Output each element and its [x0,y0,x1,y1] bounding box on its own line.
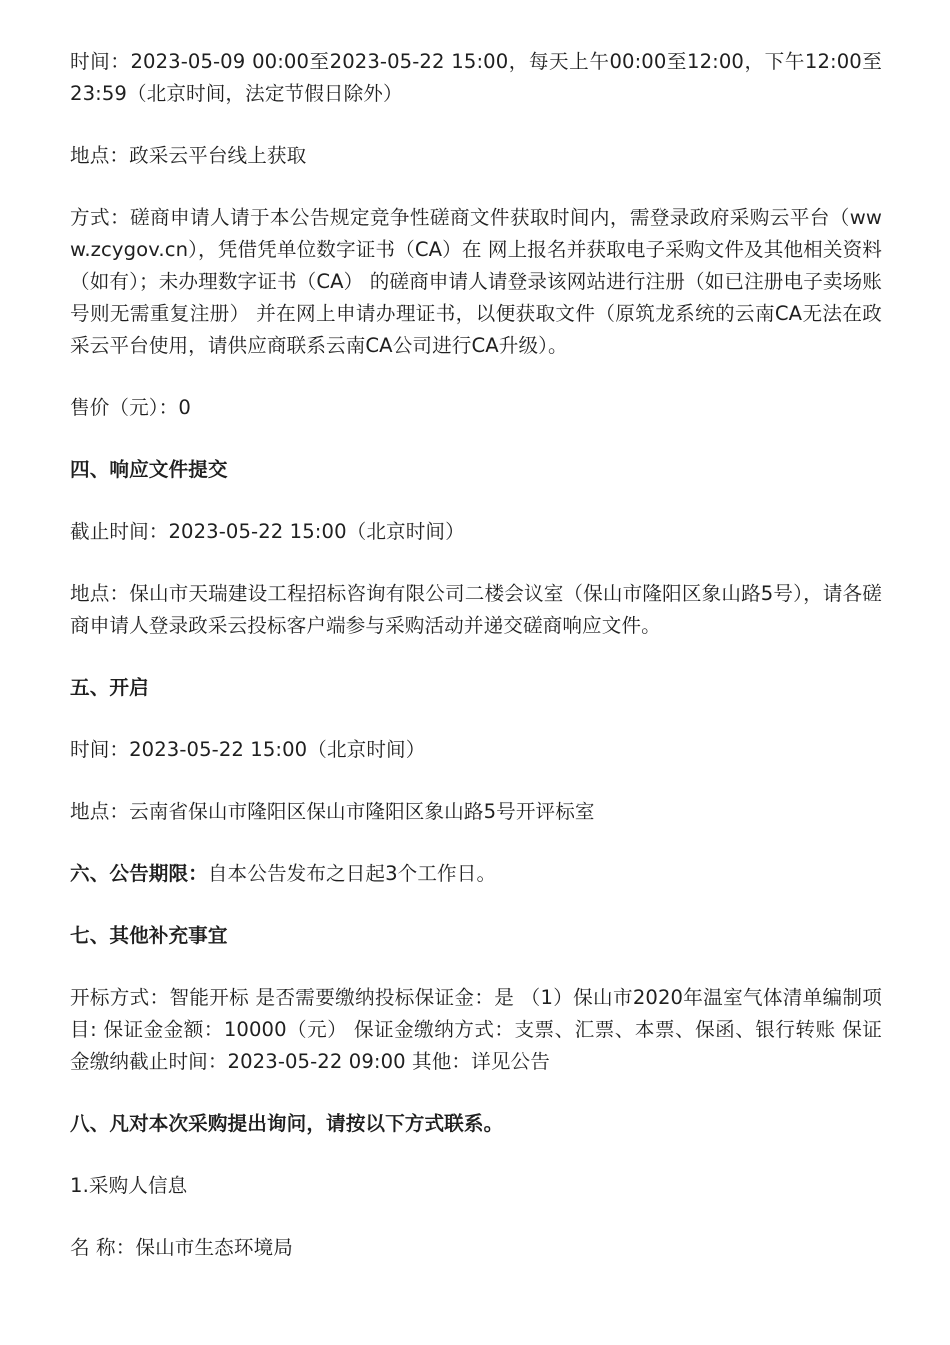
opening-location: 地点：云南省保山市隆阳区保山市隆阳区象山路5号开评标室 [70,800,595,823]
section-heading-announcement-period: 六、公告期限： [70,862,208,885]
section-heading-supplementary: 七、其他补充事宜 [70,924,228,947]
submission-deadline: 截止时间：2023-05-22 15:00（北京时间） [70,520,465,543]
acquisition-method: 方式：磋商申请人请于本公告规定竞争性磋商文件获取时间内，需登录政府采购云平台（www.zcygov.cn），凭借凭单位数字证书（CA）在 网上报名并获取电子采购文件及其他相关资料（如有）；未办理数字证书（CA） 的磋商申请人请登录该网站进行注册（如已注册电子卖场账号则无需重复注册） 并在网上申请办理证书，以便获取文件（原筑龙系统的云南CA无法在政采云平台使用，请供应商联系云南CA公司进行CA升级）。 [70,206,882,357]
section-heading-contact: 八、凡对本次采购提出询问，请按以下方式联系。 [70,1112,504,1135]
document-body [70,46,882,1294]
announcement-period-text: 自本公告发布之日起3个工作日。 [207,862,497,885]
section-heading-opening: 五、开启 [70,676,149,699]
supplementary-details: 开标方式：智能开标 是否需要缴纳投标保证金：是 （1）保山市2020年温室气体清单编制项目: 保证金金额：10000（元） 保证金缴纳方式：支票、汇票、本票、保函、银行转账 保证金缴纳截止时间：2023-05-22 09:00 其他：详见公告 [70,986,882,1073]
document-price: 售价（元）：0 [70,396,191,419]
acquisition-time: 时间：2023-05-09 00:00至2023-05-22 15:00，每天上午00:00至12:00，下午12:00至23:59（北京时间，法定节假日除外） [70,50,882,105]
section-heading-response-submission: 四、响应文件提交 [70,458,228,481]
submission-location: 地点：保山市天瑞建设工程招标咨询有限公司二楼会议室（保山市隆阳区象山路5号），请各磋商申请人登录政采云投标客户端参与采购活动并递交磋商响应文件。 [70,582,882,637]
purchaser-info-heading: 1.采购人信息 [70,1174,188,1197]
announcement-period [70,858,882,890]
purchaser-name: 名 称：保山市生态环境局 [70,1236,293,1259]
opening-time: 时间：2023-05-22 15:00（北京时间） [70,738,426,761]
acquisition-location: 地点：政采云平台线上获取 [70,144,307,167]
